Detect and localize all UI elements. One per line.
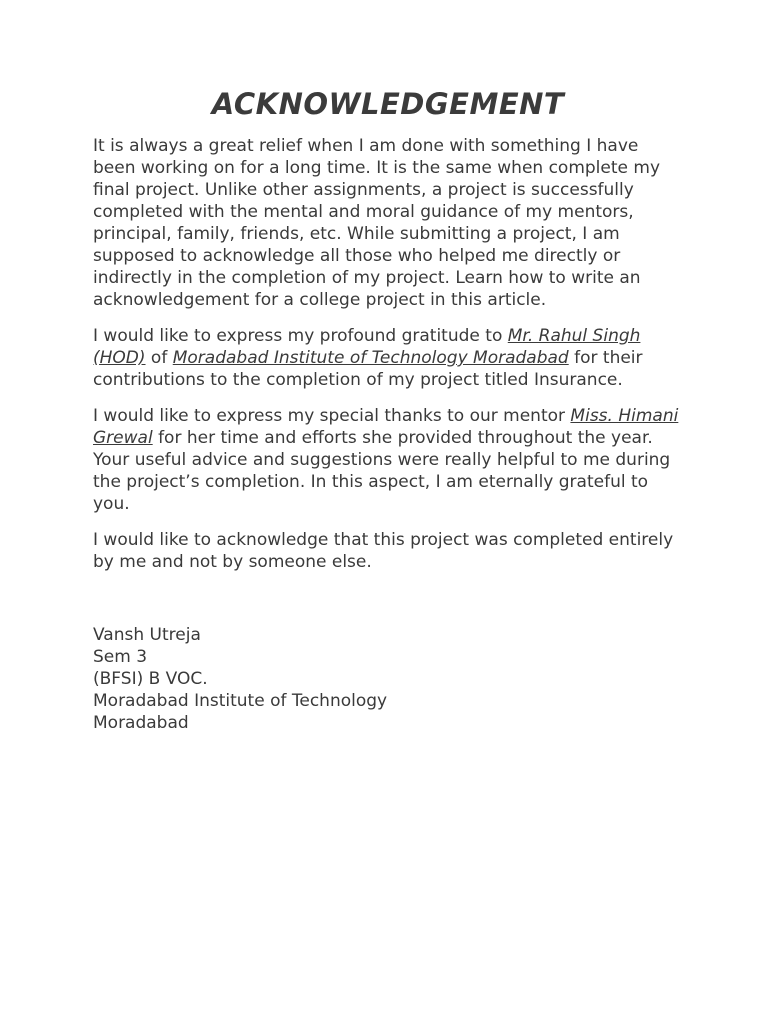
institute-name: Moradabad Institute of Technology Moradabad <box>172 348 569 368</box>
page-title: ACKNOWLEDGEMENT <box>211 87 565 121</box>
signature-semester: Sem 3 <box>93 647 148 667</box>
signature-name: Vansh Utreja <box>93 625 201 645</box>
mentor-name: Miss. Himani Grewal <box>93 406 679 448</box>
gratitude-tail-text: for their contributions to the completion of my project titled Insurance. <box>93 348 643 390</box>
hod-name: Mr. Rahul Singh (HOD) <box>93 326 641 368</box>
signature-course: (BFSI) B VOC. <box>93 669 208 689</box>
signature-city: Moradabad <box>93 713 189 733</box>
gratitude-paragraph <box>93 325 683 391</box>
mentor-tail-text: for her time and efforts she provided throughout the year. Your useful advice and suggestions were really helpful to me during the project’s completion. In this aspect, I am eternally grateful to you. <box>93 428 671 514</box>
declaration-paragraph: I would like to acknowledge that this project was completed entirely by me and not by someone else. <box>93 530 674 572</box>
acknowledgement-page <box>93 84 683 734</box>
gratitude-mid-text: of <box>145 348 173 368</box>
mentor-lead-text: I would like to express my special thanks to our mentor <box>93 406 571 426</box>
signature-block <box>93 624 683 734</box>
signature-institute: Moradabad Institute of Technology <box>93 691 388 711</box>
mentor-thanks-paragraph <box>93 405 683 515</box>
intro-paragraph: It is always a great relief when I am done with something I have been working on for a long time. It is the same when complete my final project. Unlike other assignments, a project is successfully completed with the mental and moral guidance of my mentors, principal, family, friends, etc. While submitting a project, I am supposed to acknowledge all those who helped me directly or indirectly in the completion of my project. Learn how to write an acknowledgement for a college project in this article. <box>93 136 661 310</box>
gratitude-lead-text: I would like to express my profound gratitude to <box>93 326 508 346</box>
